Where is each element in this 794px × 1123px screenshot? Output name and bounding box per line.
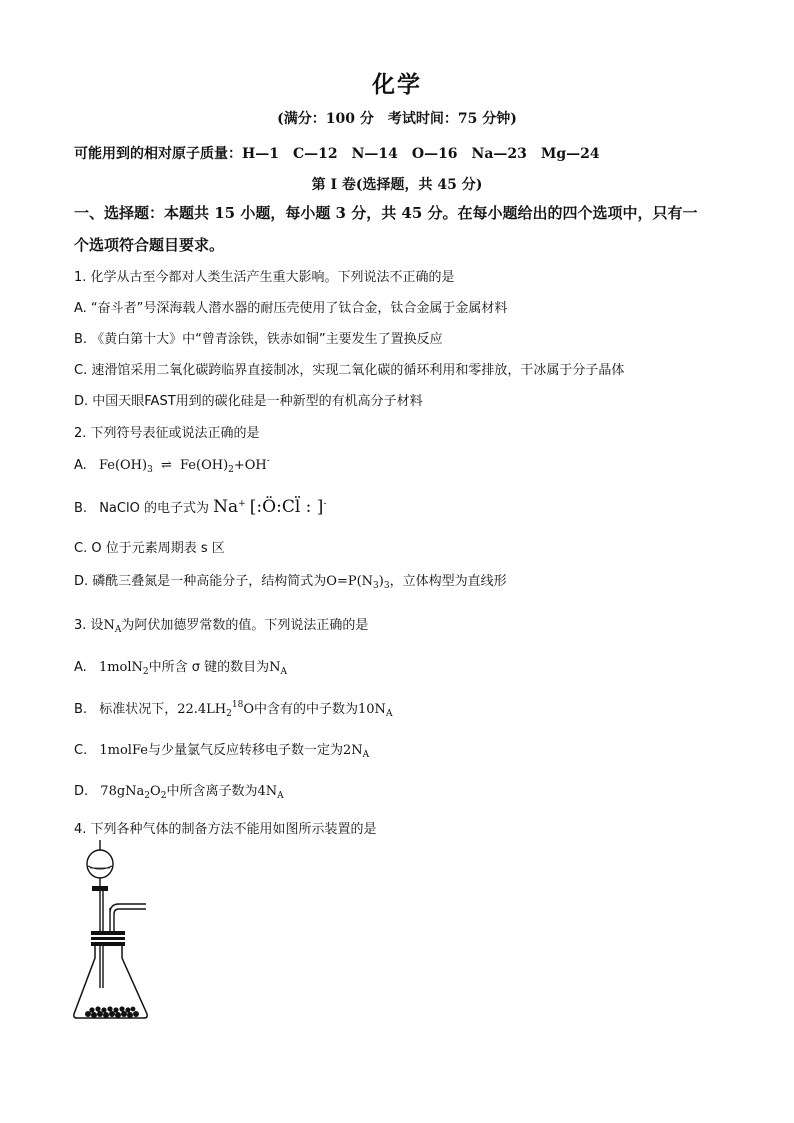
section-instruction-line1: 一、选择题：本题共 15 小题，每小题 3 分，共 45 分。在每小题给出的四个选项中，只有一 — [74, 204, 698, 222]
q3-d-pre: 78gNa — [100, 784, 145, 799]
q2-d-formula: O=P(N — [326, 574, 374, 589]
q3-d-o: O — [150, 784, 161, 799]
q1-option-c: C. 速滑馆采用二氧化碳跨临界直接制冰，实现二氧化碳的循环利用和零排放，干冰属于分子晶体 — [74, 363, 625, 378]
q3-option-c — [74, 739, 369, 760]
q1-option-d: D. 中国天眼FAST用到的碳化硅是一种新型的有机高分子材料 — [74, 394, 423, 409]
q3-c-val: 2N — [342, 743, 363, 758]
q3-option-a — [74, 656, 287, 677]
q3-b-pre: 标准状况下， — [99, 702, 178, 717]
q2-d-text2: ，立体构型为直线形 — [389, 574, 507, 589]
q2-option-c: C. O 位于元素周期表 s 区 — [74, 541, 225, 556]
q3-a-val-sub: A — [280, 667, 288, 677]
page-title: 化学 — [372, 71, 422, 98]
q2-d-formula-sub: 3 — [373, 581, 379, 591]
q3-a-pre: 1molN — [98, 660, 143, 675]
q3-d-label: D. — [74, 784, 89, 799]
q3-stem — [74, 614, 368, 635]
q3-stem-pre: 3. 设 — [74, 618, 104, 633]
q3-b-mid: 中含有的中子数为 — [254, 702, 359, 717]
q2-a-label: A. — [74, 458, 87, 473]
q3-stem-na-sub: A — [114, 625, 122, 635]
q2-d-text1: D. 磷酰三叠氮是一种高能分子，结构简式为 — [74, 574, 327, 589]
q2-b-bracket: [:Ö:Cl̈ : ] — [249, 497, 324, 517]
q2-a-right: Fe(OH) — [180, 458, 229, 473]
part-title: 第 I 卷(选择题，共 45 分) — [311, 177, 483, 193]
q2-d-formula-sub2: 3 — [383, 581, 390, 591]
q3-c-pre: 1molFe — [99, 743, 148, 758]
q2-b-label: B. — [74, 501, 88, 516]
q3-stem-post: 为阿伏加德罗常数的值。下列说法正确的是 — [121, 618, 369, 633]
q3-a-mid: 中所含 σ 键的数目为 — [148, 660, 270, 675]
q3-a-pre-sub: 2 — [142, 667, 149, 677]
q2-a-tail-sup: - — [266, 456, 270, 466]
q3-b-val-sub: A — [385, 709, 393, 719]
q1-option-b: B. 《黄白第十大》中“曾青涂铁，铁赤如铜”主要发生了置换反应 — [74, 332, 443, 347]
q2-b-plus: + — [238, 499, 246, 509]
q1-option-a: A. “奋斗者”号深海载人潜水器的耐压壳使用了钛合金，钛合金属于金属材料 — [74, 301, 508, 316]
q3-b-formula-sub: 2 — [226, 709, 232, 719]
q3-b-label: B. — [74, 702, 88, 717]
exam-info: (满分：100 分 考试时间：75 分钟) — [277, 111, 517, 127]
q3-b-val: 10N — [358, 702, 386, 717]
q3-d-val-sub: A — [277, 791, 284, 801]
q3-b-o: O — [243, 702, 254, 717]
q3-d-mid: 中所含离子数为 — [166, 784, 258, 799]
atomic-masses: 可能用到的相对原子质量：H—1 C—12 N—14 O—16 Na—23 Mg—24 — [74, 146, 600, 162]
q2-a-left-sub: 3 — [147, 465, 153, 475]
q2-a-left: Fe(OH) — [98, 458, 148, 473]
q2-stem: 2. 下列符号表征或说法正确的是 — [74, 426, 260, 441]
q3-option-d — [74, 780, 284, 801]
q2-b-text: NaClO 的电子式为 — [99, 501, 209, 516]
q3-c-mid: 与少量氯气反应转移电子数一定为 — [147, 743, 343, 758]
q3-b-formula: 22.4LH — [177, 702, 227, 717]
q2-d-formula-end: ) — [378, 574, 384, 589]
q1-stem: 1. 化学从古至今都对人类生活产生重大影响。下列说法不正确的是 — [74, 270, 455, 285]
q2-a-right-sub: 2 — [228, 465, 234, 475]
q3-d-o-sub: 2 — [160, 791, 167, 801]
q2-b-minus: - — [323, 499, 327, 509]
q2-option-a — [74, 456, 270, 475]
q3-d-val: 4N — [257, 784, 278, 799]
q3-c-val-sub: A — [362, 750, 370, 760]
q2-option-b — [74, 497, 326, 517]
q3-d-pre-sub: 2 — [144, 791, 151, 801]
gas-generation-apparatus-figure — [64, 838, 174, 1028]
q3-option-b — [74, 698, 392, 719]
q3-a-val: N — [269, 660, 281, 675]
q2-b-formula: Na — [213, 497, 239, 517]
q2-a-tail: +OH — [233, 458, 267, 473]
q4-stem: 4. 下列各种气体的制备方法不能用如图所示装置的是 — [74, 822, 377, 837]
q3-stem-na: N — [103, 618, 115, 633]
q3-c-label: C. — [74, 743, 88, 758]
q2-option-d — [74, 570, 507, 591]
q3-b-sup: 18 — [231, 700, 244, 710]
q3-a-label: A. — [74, 660, 87, 675]
section-instruction-line2: 个选项符合题目要求。 — [74, 236, 225, 254]
equilibrium-arrow-icon: ⇌ — [160, 458, 172, 473]
